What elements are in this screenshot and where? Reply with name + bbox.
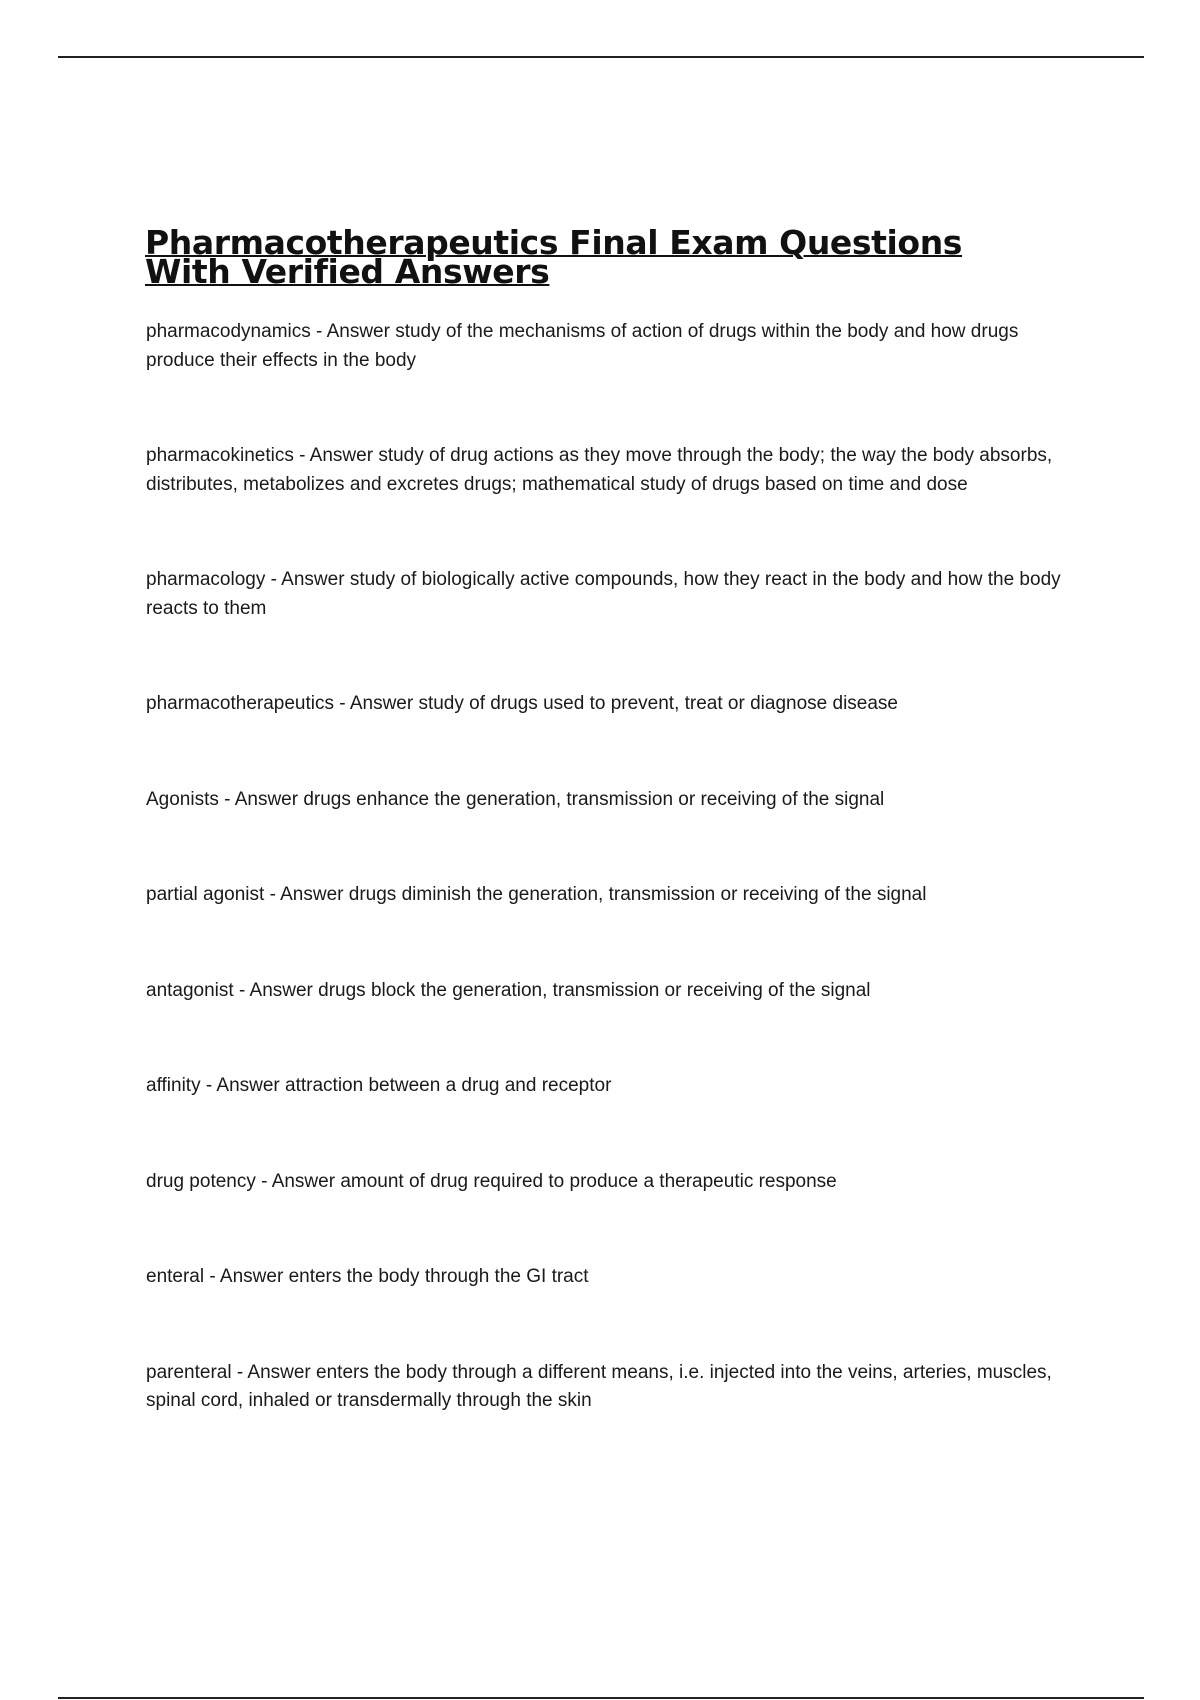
header-rule: [58, 56, 1144, 58]
qa-entry: enteral - Answer enters the body through the GI tract: [146, 1266, 589, 1287]
qa-entry: pharmacodynamics - Answer study of the mechanisms of action of drugs within the body and how drugs produce their effects in the body: [146, 321, 1019, 371]
qa-list: [146, 318, 1091, 1483]
qa-entry: affinity - Answer attraction between a drug and receptor: [146, 1075, 612, 1096]
qa-entry: drug potency - Answer amount of drug required to produce a therapeutic response: [146, 1170, 837, 1192]
qa-entry: pharmacotherapeutics - Answer study of drugs used to prevent, treat or diagnose disease: [146, 693, 898, 714]
qa-entry: Agonists - Answer drugs enhance the generation, transmission or receiving of the signal: [146, 788, 885, 810]
qa-entry: pharmacology - Answer study of biologically active compounds, how they react in the body and how the body reacts to them: [146, 569, 1061, 619]
document-title: Pharmacotherapeutics Final Exam Questions With Verified Answers: [145, 223, 963, 291]
footer-rule: [58, 1697, 1144, 1699]
qa-entry: pharmacokinetics - Answer study of drug actions as they move through the body; the way the body absorbs, distributes, metabolizes and excretes drugs; mathematical study of drugs based on time and dose: [146, 445, 1053, 495]
qa-entry: partial agonist - Answer drugs diminish the generation, transmission or receiving of the signal: [146, 884, 927, 905]
qa-entry: antagonist - Answer drugs block the generation, transmission or receiving of the signal: [146, 979, 871, 1001]
qa-entry: parenteral - Answer enters the body through a different means, i.e. injected into the veins, arteries, muscles, spinal cord, inhaled or transdermally through the skin: [146, 1361, 1052, 1411]
